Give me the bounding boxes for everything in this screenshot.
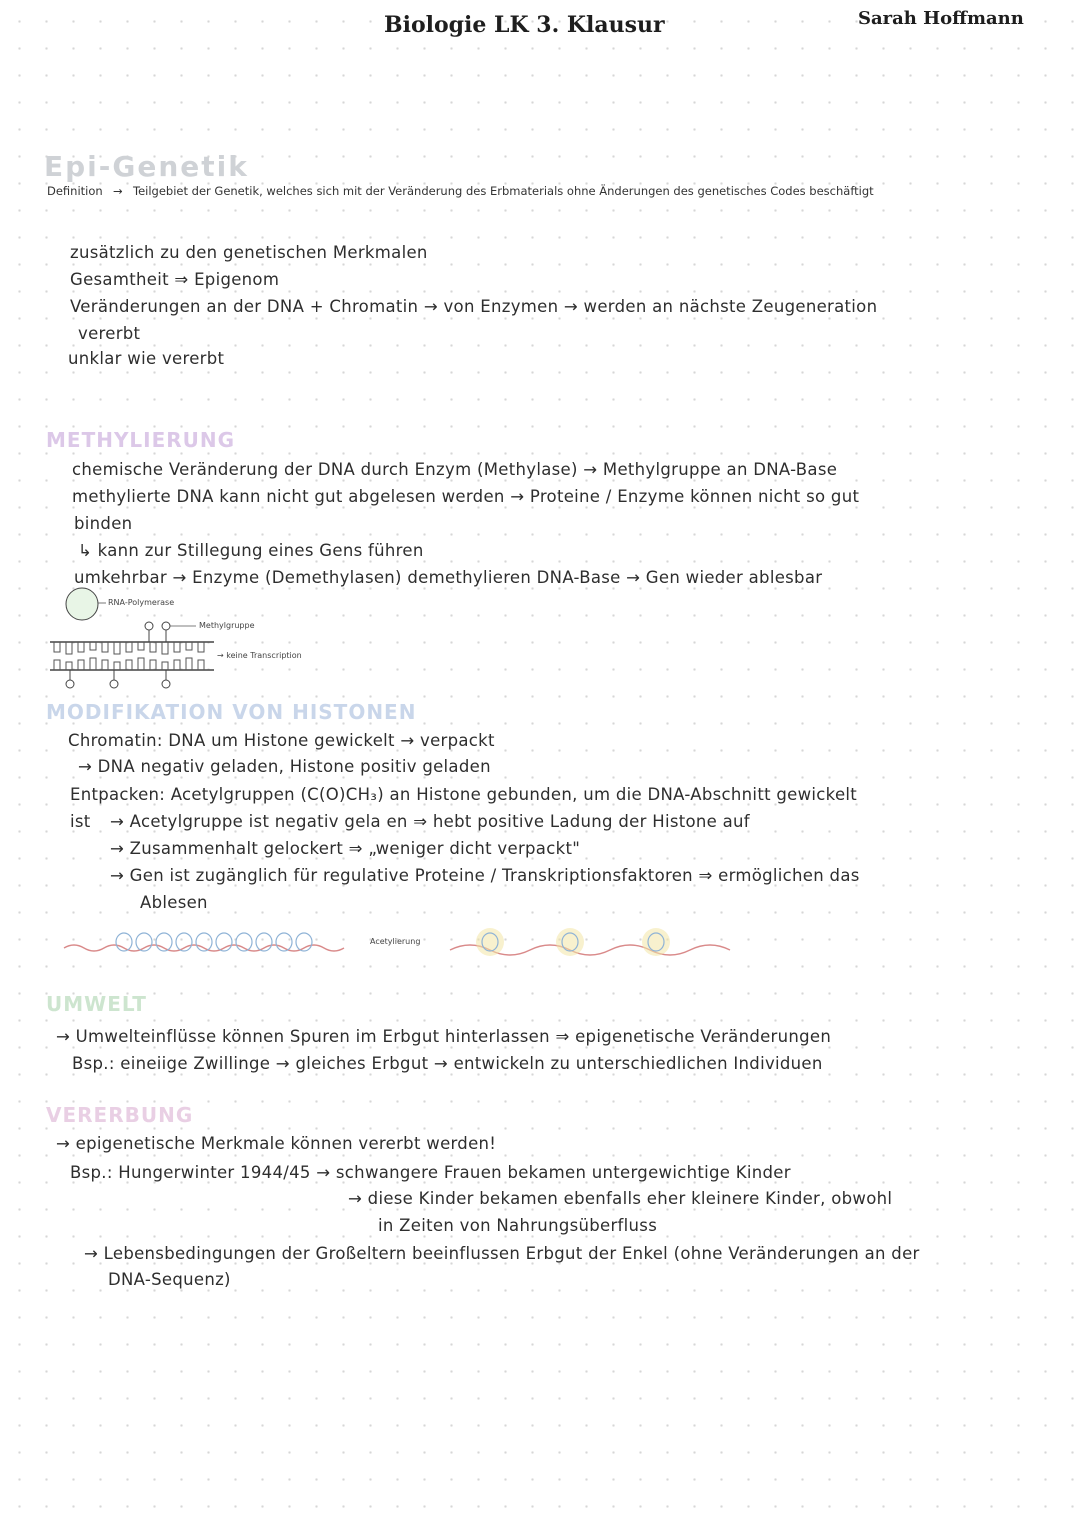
- vererbung-line: → epigenetische Merkmale können vererbt werden!: [56, 1134, 497, 1153]
- acetylierung-label: Acetylierung: [370, 937, 421, 946]
- epigenetik-line: vererbt: [78, 324, 141, 343]
- methyl-groups: [66, 622, 170, 688]
- dna-strand-packed: [64, 945, 344, 951]
- definition-arrow: →: [113, 184, 123, 198]
- heading-umwelt: UMWELT: [46, 992, 147, 1016]
- histone-line: Ablesen: [140, 893, 208, 912]
- epigenetik-line: Veränderungen an der DNA + Chromatin → von Enzymen → werden an nächste Zeugeneration: [70, 297, 878, 316]
- methylgruppe-label: Methylgruppe: [199, 621, 255, 630]
- rna-polymerase-label: RNA-Polymerase: [108, 598, 175, 607]
- histone-line: Chromatin: DNA um Histone gewickelt → verpackt: [68, 731, 495, 750]
- histone-line: → DNA negativ geladen, Histone positiv geladen: [78, 757, 491, 776]
- methylation-diagram: [44, 586, 334, 690]
- methylierung-line: binden: [74, 514, 133, 533]
- heading-histone: MODIFIKATION VON HISTONEN: [46, 700, 417, 724]
- vererbung-line: → Lebensbedingungen der Großeltern beeinflussen Erbgut der Enkel (ohne Veränderungen an der: [84, 1244, 920, 1263]
- rna-polymerase-shape: [66, 588, 98, 620]
- dna-base-pairs: [54, 642, 204, 670]
- heading-methylierung: METHYLIERUNG: [46, 428, 236, 452]
- methylation-diagram-svg: [44, 586, 334, 690]
- page-title: Biologie LK 3. Klausur: [384, 12, 665, 38]
- histone-line: → Zusammenhalt gelockert ⇒ „weniger dicht verpackt": [110, 839, 581, 858]
- histone-line: → Gen ist zugänglich für regulative Proteine / Transkriptionsfaktoren ⇒ ermöglichen das: [110, 866, 860, 885]
- histone-line: Entpacken: Acetylgruppen (C(O)CH₃) an Histone gebunden, um die DNA-Abschnitt gewickelt: [70, 785, 858, 804]
- vererbung-line: Bsp.: Hungerwinter 1944/45 → schwangere Frauen bekamen untergewichtige Kinder: [70, 1163, 791, 1182]
- methylierung-line: umkehrbar → Enzyme (Demethylasen) demethylieren DNA-Base → Gen wieder ablesbar: [74, 568, 823, 587]
- epigenetik-line: zusätzlich zu den genetischen Merkmalen: [70, 243, 428, 262]
- vererbung-line: in Zeiten von Nahrungsüberfluss: [378, 1216, 658, 1235]
- histone-line: → Acetylgruppe ist negativ gela en ⇒ hebt positive Ladung der Histone auf: [110, 812, 750, 831]
- vererbung-line: DNA-Sequenz): [108, 1270, 231, 1289]
- umwelt-line: Bsp.: eineiige Zwillinge → gleiches Erbgut → entwickeln zu unterschiedlichen Individuen: [72, 1054, 823, 1073]
- methylierung-line: ↳ kann zur Stillegung eines Gens führen: [78, 541, 424, 560]
- epigenetik-line: Gesamtheit ⇒ Epigenom: [70, 270, 280, 289]
- keine-transcription-label: → keine Transcription: [217, 651, 302, 660]
- umwelt-line: → Umwelteinflüsse können Spuren im Erbgut hinterlassen ⇒ epigenetische Veränderungen: [56, 1027, 832, 1046]
- definition-text: Teilgebiet der Genetik, welches sich mit der Veränderung des Erbmaterials ohne Änderungen des genetisches Codes beschäftigt: [133, 184, 874, 198]
- author-name: Sarah Hoffmann: [858, 8, 1024, 29]
- heading-vererbung: VERERBUNG: [46, 1103, 194, 1127]
- vererbung-line: → diese Kinder bekamen ebenfalls eher kleinere Kinder, obwohl: [348, 1189, 893, 1208]
- histones-packed: [116, 933, 312, 951]
- histone-line: ist: [70, 812, 91, 831]
- heading-epigenetik: Epi-Genetik: [44, 150, 249, 183]
- histones-open: [476, 928, 670, 956]
- definition-label: Definition: [47, 184, 103, 198]
- methylierung-line: chemische Veränderung der DNA durch Enzym (Methylase) → Methylgruppe an DNA-Base: [72, 460, 838, 479]
- epigenetik-line: unklar wie vererbt: [68, 349, 225, 368]
- methylierung-line: methylierte DNA kann nicht gut abgelesen werden → Proteine / Enzyme können nicht so gut: [72, 487, 860, 506]
